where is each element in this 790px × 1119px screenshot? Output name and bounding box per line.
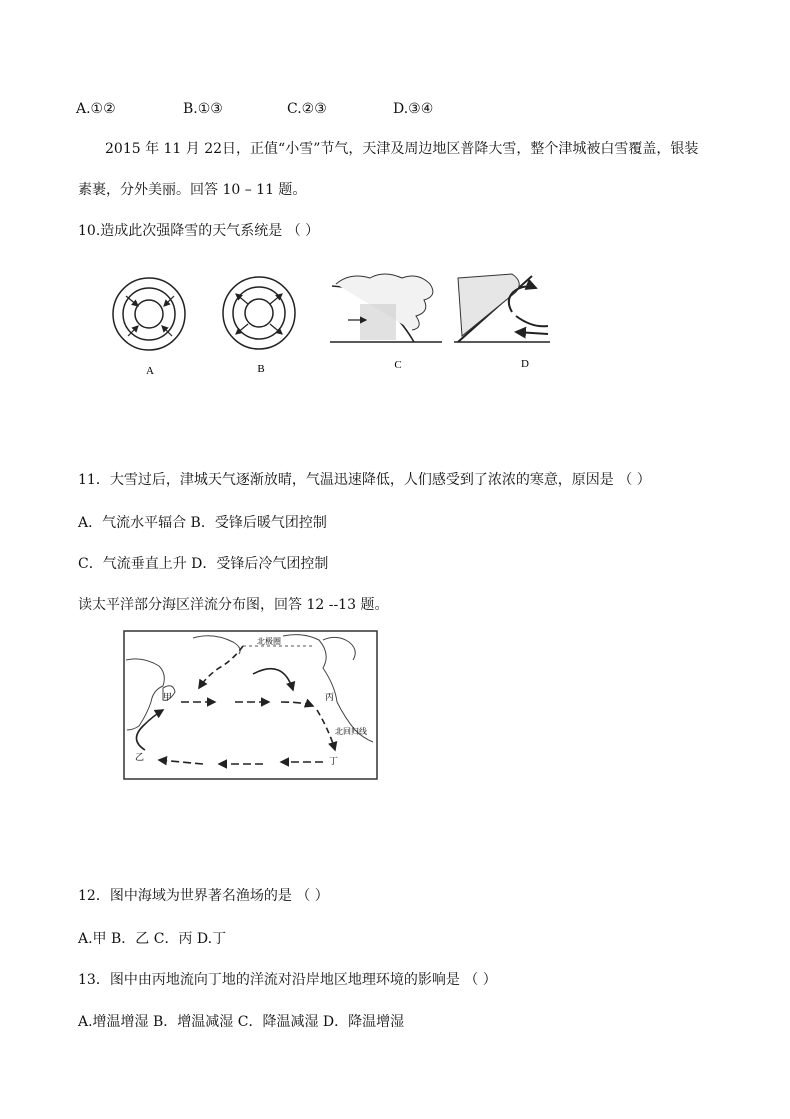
q12-stem: 12．图中海域为世界著名渔场的是 （ ） bbox=[78, 888, 329, 904]
weather-system-b bbox=[223, 277, 295, 349]
figure-label-c: C bbox=[394, 359, 402, 371]
q9-option-a: A.①② bbox=[76, 101, 116, 117]
label-arctic-circle: 北极圈 bbox=[257, 637, 281, 646]
q9-option-b: B.①③ bbox=[183, 101, 223, 117]
figure-label-d: D bbox=[521, 358, 529, 370]
weather-system-d bbox=[454, 274, 550, 342]
q11-options-row-2: C．气流垂直上升 D．受锋后冷气团控制 bbox=[78, 556, 329, 572]
label-bing: 丙 bbox=[325, 692, 335, 702]
label-tropic-of-cancer: 北回归线 bbox=[335, 727, 367, 736]
q11-stem: 11．大雪过后，津城天气逐渐放晴，气温迅速降低，人们感受到了浓浓的寒意，原因是 （ ） bbox=[78, 472, 651, 488]
weather-system-c bbox=[330, 274, 442, 342]
q13-options: A.增温增湿 B．增温减湿 C．降温减湿 D．降温增湿 bbox=[78, 1014, 405, 1030]
intro-line-1: 2015 年 11 月 22日，正值“小雪”节气，天津及周边地区普降大雪，整个津城被白雪覆盖，银装 bbox=[105, 141, 699, 157]
figure-label-b: B bbox=[257, 363, 265, 375]
q10-stem: 10.造成此次强降雪的天气系统是 （ ） bbox=[78, 223, 320, 239]
label-yi: 乙 bbox=[135, 752, 145, 762]
q12-options: A.甲 B．乙 C．丙 D.丁 bbox=[78, 931, 227, 947]
weather-system-a bbox=[113, 278, 185, 350]
ocean-current-map bbox=[123, 630, 379, 781]
q9-option-d: D.③④ bbox=[393, 101, 434, 117]
q11-options-row-1: A．气流水平辐合 B．受锋后暖气团控制 bbox=[78, 515, 327, 531]
q12-13-intro: 读太平洋部分海区洋流分布图，回答 12 --13 题。 bbox=[78, 597, 389, 613]
label-jia: 甲 bbox=[163, 692, 173, 702]
q13-stem: 13．图中由丙地流向丁地的洋流对沿岸地区地理环境的影响是 （ ） bbox=[78, 972, 497, 988]
intro-line-2: 素裹，分外美丽。回答 10 – 11 题。 bbox=[78, 182, 307, 198]
q10-figure bbox=[112, 268, 558, 380]
label-ding: 丁 bbox=[329, 756, 339, 766]
figure-label-a: A bbox=[146, 365, 154, 377]
q9-option-c: C.②③ bbox=[287, 101, 327, 117]
